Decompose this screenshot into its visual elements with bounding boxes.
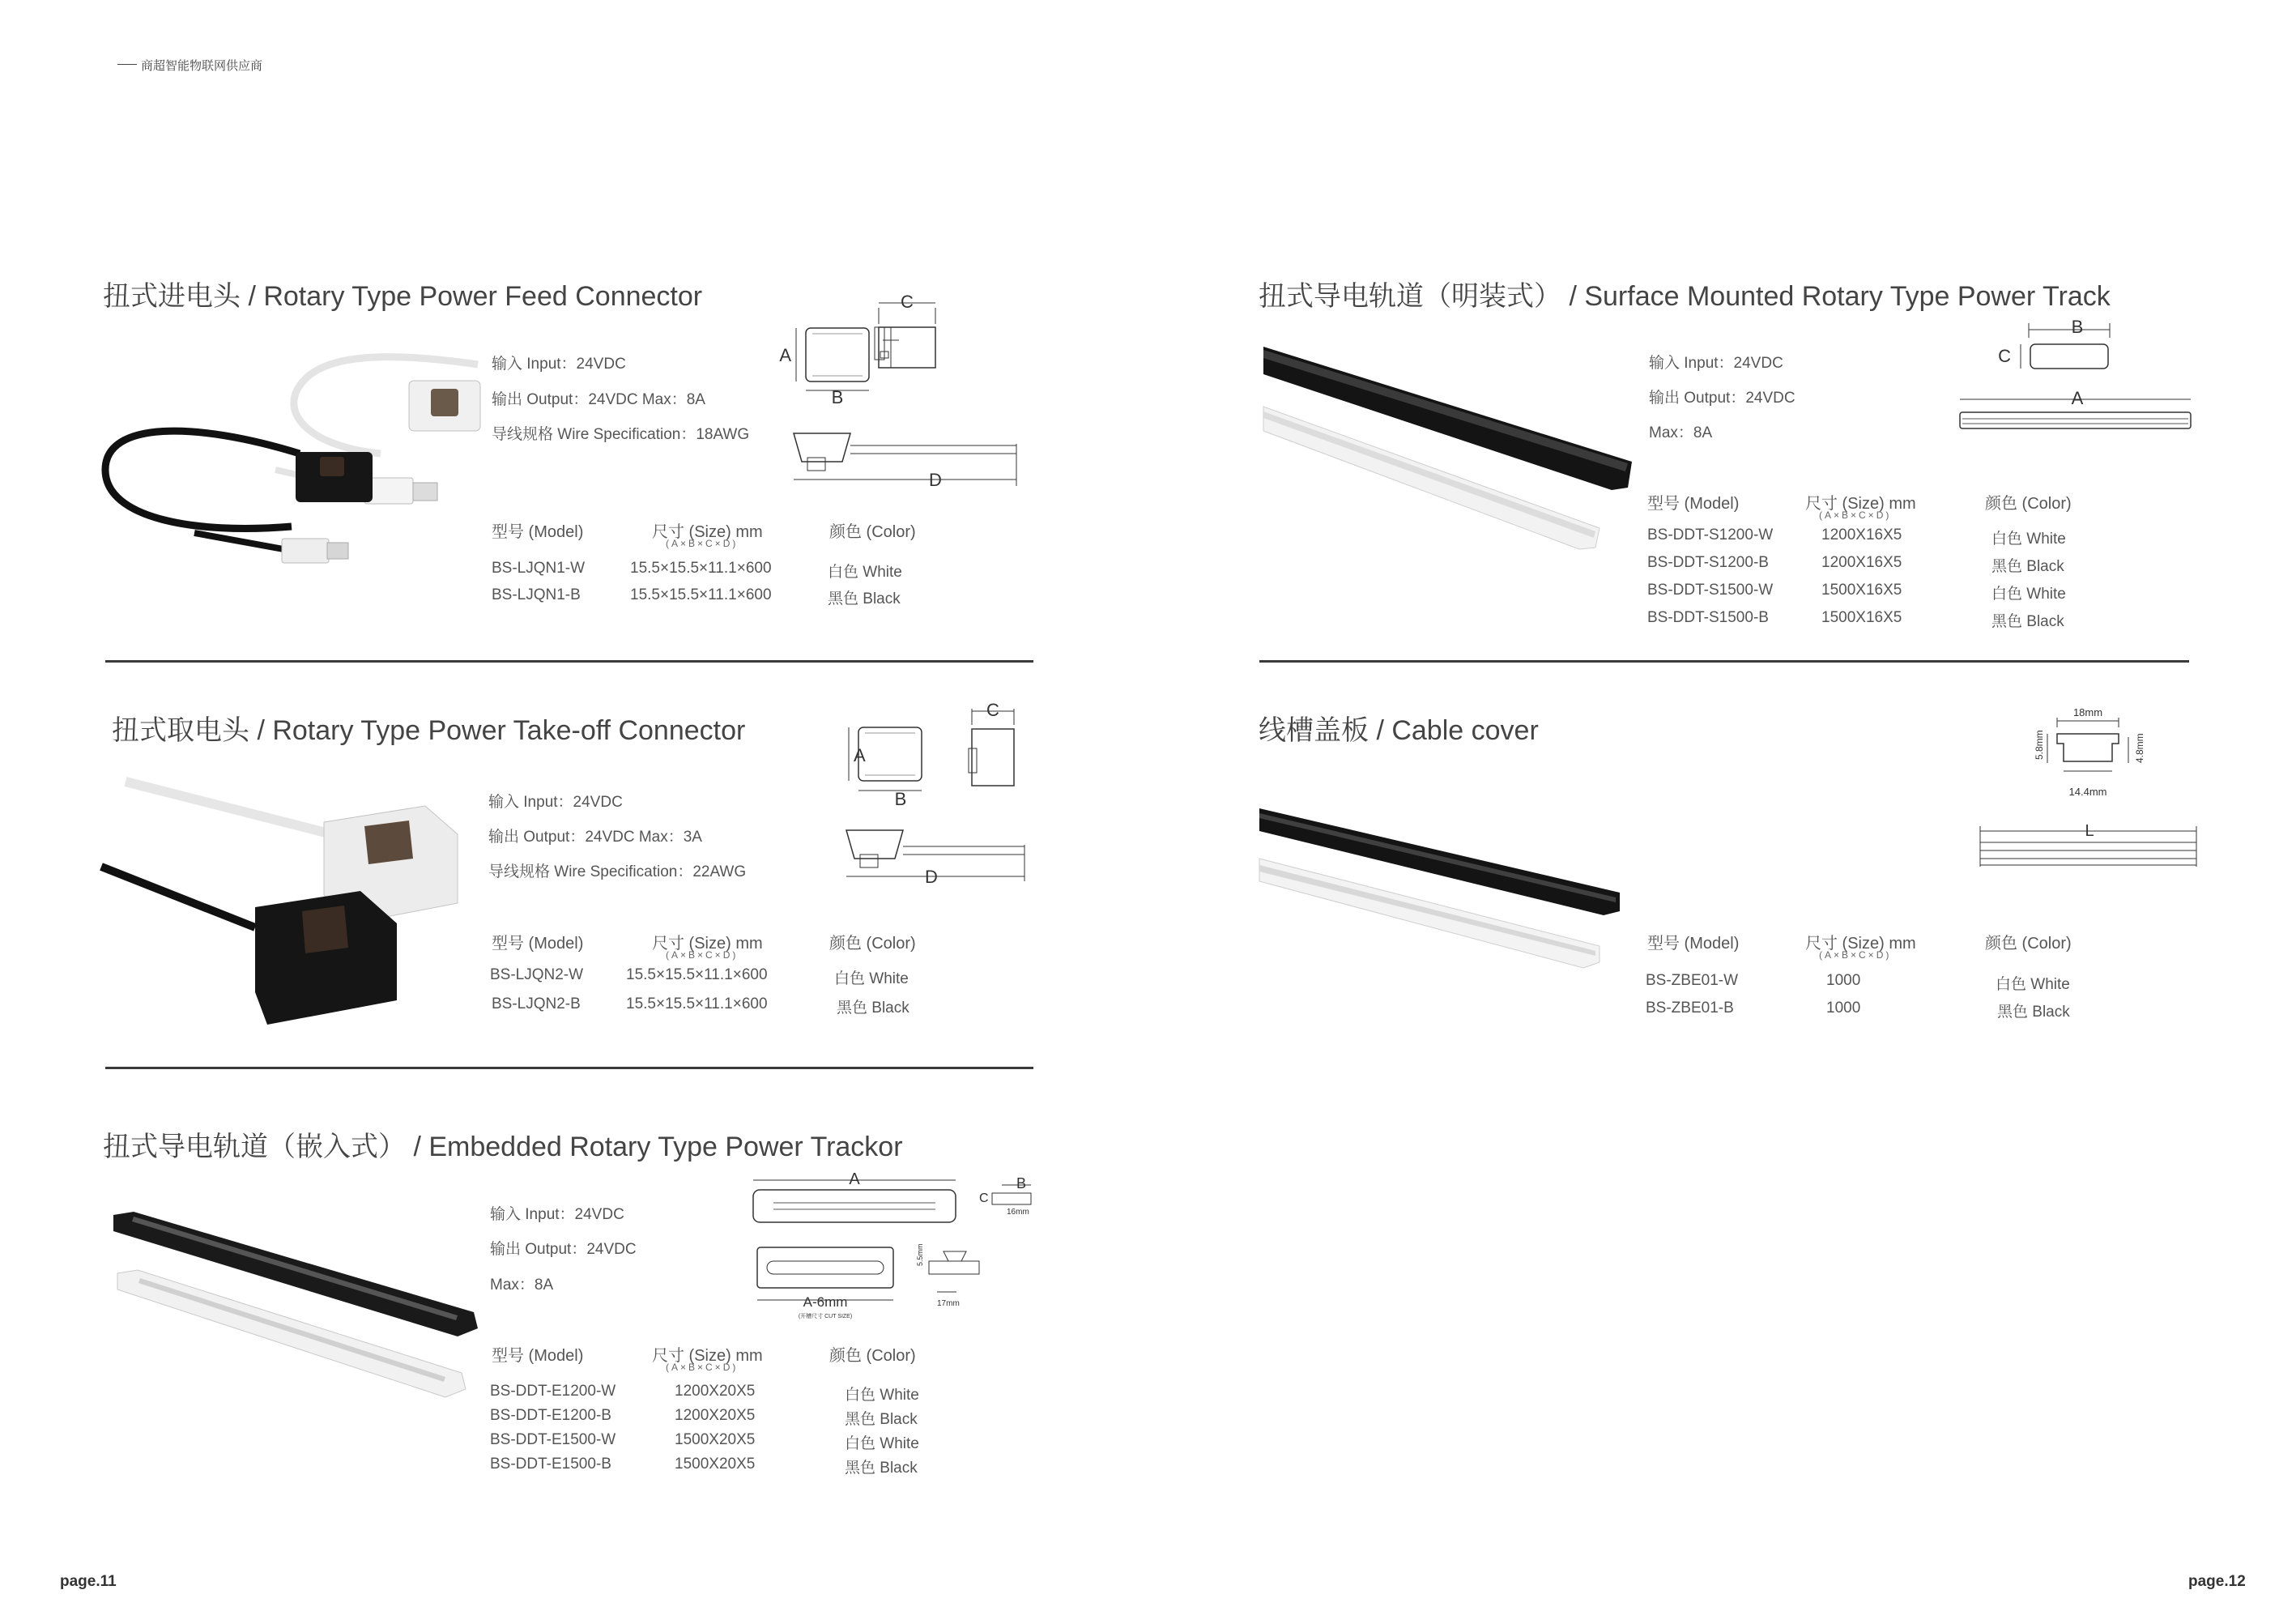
feed-dim-c: C: [901, 292, 914, 312]
embedded-row-2-model: BS-DDT-E1200-B: [490, 1407, 611, 1424]
embedded-dim-cut-sub: (开槽尺寸 CUT SIZE): [798, 1314, 853, 1319]
surface-row-4-model: BS-DDT-S1500-B: [1647, 609, 1769, 626]
embedded-row-1-size: 1200X20X5: [675, 1383, 756, 1400]
embedded-dim-16mm: 16mm: [1007, 1208, 1029, 1217]
surface-dim-a: A: [2071, 388, 2084, 408]
page-number-left: page.11: [60, 1573, 117, 1590]
feed-row-2-size: 15.5×15.5×11.1×600: [630, 586, 772, 603]
feed-header-size: 尺寸 (Size) mm: [652, 523, 763, 541]
surface-row-1-color: 白色 White: [1991, 531, 2066, 548]
feed-spec-output: 输出 Output：24VDC Max：8A: [492, 391, 705, 408]
feed-dim-d: D: [929, 470, 942, 490]
feed-dim-b: B: [831, 387, 844, 407]
surface-spec-input: 输入 Input：24VDC: [1649, 355, 1783, 372]
page-number-right: page.12: [2188, 1573, 2246, 1590]
embedded-row-4-color: 黑色 Black: [845, 1460, 918, 1477]
cable-header-size: 尺寸 (Size) mm: [1805, 935, 1916, 953]
embedded-header-size-sub: (A×B×C×D): [666, 1362, 739, 1373]
embedded-dimension-drawing: [749, 1170, 1057, 1332]
surface-row-2-model: BS-DDT-S1200-B: [1647, 554, 1769, 571]
section-divider: [1259, 660, 2189, 663]
surface-header-size-sub: (A×B×C×D): [1819, 509, 1892, 521]
surface-dim-c: C: [1998, 346, 2011, 366]
embedded-header-model: 型号 (Model): [492, 1347, 584, 1365]
feed-dim-a: A: [779, 345, 791, 365]
surface-row-3-color: 白色 White: [1991, 586, 2066, 603]
embedded-row-2-size: 1200X20X5: [675, 1407, 756, 1424]
takeoff-dim-c: C: [986, 700, 999, 720]
surface-header-model: 型号 (Model): [1647, 495, 1740, 513]
embedded-row-3-model: BS-DDT-E1500-W: [490, 1431, 616, 1448]
takeoff-connector-photo: [101, 774, 474, 1025]
feed-dimension-drawing: [769, 292, 1029, 494]
takeoff-row-2-size: 15.5×15.5×11.1×600: [626, 995, 768, 1012]
feed-header-model: 型号 (Model): [492, 523, 584, 541]
surface-header-color: 颜色 (Color): [1985, 495, 2072, 513]
feed-header-size-sub: (A×B×C×D): [666, 538, 739, 549]
feed-spec-wire: 导线规格 Wire Specification：18AWG: [492, 426, 750, 443]
section-title-cable-cover: 线槽盖板 / Cable cover: [1259, 715, 1539, 746]
surface-header-size: 尺寸 (Size) mm: [1805, 495, 1916, 513]
surface-row-3-model: BS-DDT-S1500-W: [1647, 582, 1774, 599]
takeoff-spec-input: 输入 Input：24VDC: [488, 794, 623, 811]
takeoff-row-1-color: 白色 White: [834, 970, 909, 987]
cable-row-1-size: 1000: [1826, 972, 1861, 989]
surface-dimension-drawing: [1956, 312, 2199, 450]
surface-row-1-size: 1200X16X5: [1821, 526, 1902, 543]
embedded-row-4-size: 1500X20X5: [675, 1456, 756, 1473]
takeoff-row-1-size: 15.5×15.5×11.1×600: [626, 966, 768, 983]
embedded-spec-output: 输出 Output：24VDC: [490, 1241, 637, 1258]
cable-header-model: 型号 (Model): [1647, 935, 1740, 953]
takeoff-row-2-color: 黑色 Black: [837, 1000, 909, 1017]
section-divider: [105, 660, 1033, 663]
embedded-dim-cut: A-6mm: [803, 1294, 848, 1310]
embedded-spec-max: Max：8A: [490, 1277, 554, 1294]
section-divider: [105, 1067, 1033, 1069]
feed-connector-photo: [97, 332, 486, 567]
embedded-track-photo: [101, 1207, 482, 1417]
surface-spec-output: 输出 Output：24VDC: [1649, 390, 1795, 407]
cable-header-color: 颜色 (Color): [1985, 935, 2072, 953]
section-title-takeoff-connector: 扭式取电头 / Rotary Type Power Take-off Connector: [112, 715, 746, 746]
takeoff-header-color: 颜色 (Color): [829, 935, 916, 953]
embedded-row-3-size: 1500X20X5: [675, 1431, 756, 1448]
cable-row-1-color: 白色 White: [1996, 976, 2070, 993]
cable-row-2-size: 1000: [1826, 1000, 1861, 1017]
cable-row-2-model: BS-ZBE01-B: [1646, 1000, 1734, 1017]
takeoff-dim-b: B: [894, 789, 907, 809]
surface-row-4-size: 1500X16X5: [1821, 609, 1902, 626]
surface-track-photo: [1259, 340, 1640, 551]
section-title-feed-connector: 扭式进电头 / Rotary Type Power Feed Connector: [103, 281, 703, 312]
cable-dimension-drawing: [1976, 705, 2203, 879]
takeoff-header-model: 型号 (Model): [492, 935, 584, 953]
cable-header-size-sub: (A×B×C×D): [1819, 949, 1892, 961]
surface-row-1-model: BS-DDT-S1200-W: [1647, 526, 1774, 543]
section-title-embedded-track: 扭式导电轨道（嵌入式） / Embedded Rotary Type Power Trackor: [103, 1132, 903, 1162]
cable-dim-l: L: [2085, 822, 2094, 840]
feed-row-1-color: 白色 White: [828, 564, 902, 581]
cable-row-1-model: BS-ZBE01-W: [1646, 972, 1739, 989]
takeoff-dimension-drawing: [842, 697, 1037, 891]
feed-row-2-color: 黑色 Black: [828, 590, 901, 607]
cable-dim-14-4mm: 14.4mm: [2068, 786, 2107, 798]
takeoff-spec-output: 输出 Output：24VDC Max：3A: [488, 829, 702, 846]
embedded-dim-17mm: 17mm: [937, 1299, 960, 1308]
takeoff-spec-wire: 导线规格 Wire Specification：22AWG: [488, 863, 747, 880]
takeoff-row-1-model: BS-LJQN2-W: [490, 966, 584, 983]
surface-row-2-color: 黑色 Black: [1991, 558, 2064, 575]
takeoff-dim-a: A: [854, 745, 866, 765]
embedded-row-1-model: BS-DDT-E1200-W: [490, 1383, 616, 1400]
embedded-row-1-color: 白色 White: [845, 1387, 919, 1404]
embedded-header-size: 尺寸 (Size) mm: [652, 1347, 763, 1365]
header-company: 商超智能物联网供应商: [141, 59, 263, 73]
embedded-dim-b: B: [1016, 1175, 1027, 1191]
section-title-surface-track: 扭式导电轨道（明装式） / Surface Mounted Rotary Type Power Track: [1259, 281, 2111, 312]
cable-cover-photo: [1255, 802, 1628, 972]
feed-row-1-model: BS-LJQN1-W: [492, 560, 586, 577]
embedded-row-4-model: BS-DDT-E1500-B: [490, 1456, 611, 1473]
cable-row-2-color: 黑色 Black: [1997, 1004, 2070, 1021]
embedded-dim-a: A: [849, 1170, 860, 1188]
surface-spec-max: Max：8A: [1649, 424, 1713, 441]
surface-row-4-color: 黑色 Black: [1991, 613, 2064, 630]
feed-header-color: 颜色 (Color): [829, 523, 916, 541]
feed-row-2-model: BS-LJQN1-B: [492, 586, 581, 603]
surface-row-3-size: 1500X16X5: [1821, 582, 1902, 599]
takeoff-header-size: 尺寸 (Size) mm: [652, 935, 763, 953]
embedded-row-2-color: 黑色 Black: [845, 1411, 918, 1428]
surface-row-2-size: 1200X16X5: [1821, 554, 1902, 571]
takeoff-dim-d: D: [925, 867, 938, 887]
embedded-spec-input: 输入 Input：24VDC: [490, 1206, 624, 1223]
takeoff-header-size-sub: (A×B×C×D): [666, 949, 739, 961]
surface-dim-b: B: [2071, 317, 2084, 337]
embedded-row-3-color: 白色 White: [845, 1435, 919, 1452]
cable-dim-5-8mm: 5.8mm: [2034, 730, 2045, 760]
feed-row-1-size: 15.5×15.5×11.1×600: [630, 560, 772, 577]
cable-dim-18mm: 18mm: [2072, 706, 2103, 718]
cable-dim-4-8mm: 4.8mm: [2134, 733, 2145, 763]
takeoff-row-2-model: BS-LJQN2-B: [492, 995, 581, 1012]
embedded-dim-5-5mm: 5.5mm: [916, 1243, 924, 1266]
header-rule: [117, 64, 137, 65]
feed-spec-input: 输入 Input：24VDC: [492, 356, 626, 373]
embedded-dim-c: C: [979, 1191, 989, 1205]
embedded-header-color: 颜色 (Color): [829, 1347, 916, 1365]
